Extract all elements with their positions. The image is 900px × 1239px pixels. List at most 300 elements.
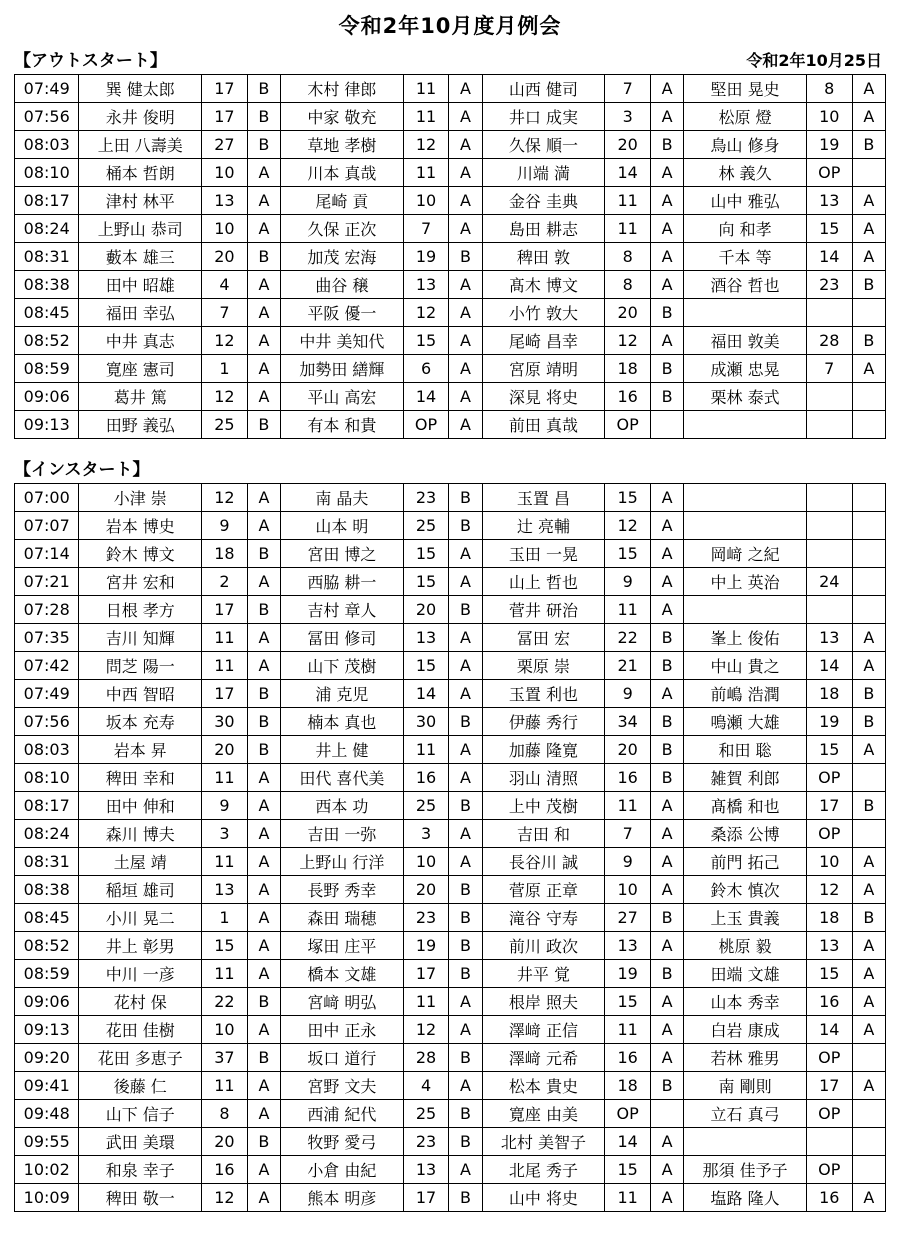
- player-name-cell: 井上 健: [281, 736, 404, 764]
- class-cell: A: [247, 271, 280, 299]
- handicap-cell: 20: [202, 243, 248, 271]
- class-cell: A: [651, 988, 684, 1016]
- class-cell: B: [852, 680, 885, 708]
- player-name-cell: 花村 保: [79, 988, 202, 1016]
- player-name-cell: 金谷 圭典: [482, 187, 605, 215]
- class-cell: A: [247, 932, 280, 960]
- class-cell: B: [449, 960, 482, 988]
- player-name-cell: 吉田 一弥: [281, 820, 404, 848]
- table-row: [15, 299, 886, 327]
- class-cell: A: [449, 988, 482, 1016]
- class-cell: A: [247, 215, 280, 243]
- player-name-cell: 花田 多恵子: [79, 1044, 202, 1072]
- handicap-cell: 8: [605, 243, 651, 271]
- class-cell: A: [651, 271, 684, 299]
- class-cell: A: [852, 932, 885, 960]
- player-name-cell: 井口 成実: [482, 103, 605, 131]
- table-row: [15, 932, 886, 960]
- player-name-cell: 根岸 照夫: [482, 988, 605, 1016]
- class-cell: A: [449, 355, 482, 383]
- player-name-cell: 松本 貴史: [482, 1072, 605, 1100]
- class-cell: A: [651, 187, 684, 215]
- player-name-cell: 久保 正次: [281, 215, 404, 243]
- table-row: [15, 1016, 886, 1044]
- player-name-cell: 菅井 研治: [482, 596, 605, 624]
- handicap-cell: 11: [202, 624, 248, 652]
- player-name-cell: 加勢田 繕輝: [281, 355, 404, 383]
- empty-cell: [852, 568, 885, 596]
- table-row: [15, 540, 886, 568]
- empty-cell: [806, 540, 852, 568]
- empty-cell: [806, 512, 852, 540]
- class-cell: A: [247, 159, 280, 187]
- handicap-cell: OP: [806, 159, 852, 187]
- player-name-cell: 堅田 晃史: [684, 75, 807, 103]
- class-cell: A: [651, 243, 684, 271]
- handicap-cell: 16: [202, 1156, 248, 1184]
- tee-time-cell: 08:03: [15, 131, 79, 159]
- player-name-cell: 中家 敬充: [281, 103, 404, 131]
- handicap-cell: 10: [202, 159, 248, 187]
- table-row: [15, 484, 886, 512]
- player-name-cell: 平阪 優一: [281, 299, 404, 327]
- handicap-cell: 12: [403, 299, 449, 327]
- handicap-cell: 14: [806, 243, 852, 271]
- handicap-cell: 10: [403, 187, 449, 215]
- tee-time-cell: 08:24: [15, 215, 79, 243]
- class-cell: A: [247, 848, 280, 876]
- handicap-cell: 19: [806, 131, 852, 159]
- class-cell: A: [449, 568, 482, 596]
- handicap-cell: 11: [202, 960, 248, 988]
- class-cell: A: [651, 75, 684, 103]
- handicap-cell: 12: [202, 383, 248, 411]
- handicap-cell: 11: [202, 764, 248, 792]
- out-start-table: [14, 74, 886, 439]
- handicap-cell: 16: [806, 1184, 852, 1212]
- class-cell: A: [449, 1156, 482, 1184]
- handicap-cell: OP: [806, 820, 852, 848]
- class-cell: A: [247, 1072, 280, 1100]
- player-name-cell: 曲谷 穣: [281, 271, 404, 299]
- class-cell: A: [651, 327, 684, 355]
- player-name-cell: 川端 満: [482, 159, 605, 187]
- tee-time-cell: 07:28: [15, 596, 79, 624]
- table-row: [15, 1044, 886, 1072]
- player-name-cell: 辻 亮輔: [482, 512, 605, 540]
- player-name-cell: 山中 雅弘: [684, 187, 807, 215]
- class-cell: A: [449, 820, 482, 848]
- handicap-cell: 23: [403, 1128, 449, 1156]
- class-cell: B: [651, 624, 684, 652]
- player-name-cell: 井平 覚: [482, 960, 605, 988]
- player-name-cell: 桶本 哲朗: [79, 159, 202, 187]
- handicap-cell: 8: [605, 271, 651, 299]
- player-name-cell: 前川 政次: [482, 932, 605, 960]
- empty-cell: [806, 596, 852, 624]
- player-name-cell: 田野 義弘: [79, 411, 202, 439]
- player-name-cell: 中西 智昭: [79, 680, 202, 708]
- class-cell: B: [449, 512, 482, 540]
- class-cell: A: [449, 764, 482, 792]
- handicap-cell: 12: [806, 876, 852, 904]
- handicap-cell: 7: [605, 75, 651, 103]
- player-name-cell: 寛座 由美: [482, 1100, 605, 1128]
- player-name-cell: 南 剛則: [684, 1072, 807, 1100]
- class-cell: B: [651, 736, 684, 764]
- player-name-cell: 羽山 清照: [482, 764, 605, 792]
- class-cell: A: [651, 1128, 684, 1156]
- player-name-cell: 滝谷 守寿: [482, 904, 605, 932]
- class-cell: A: [449, 411, 482, 439]
- empty-cell: [806, 1128, 852, 1156]
- section-gap: [14, 439, 886, 455]
- class-cell: A: [852, 355, 885, 383]
- class-cell: A: [651, 1044, 684, 1072]
- class-cell: B: [247, 243, 280, 271]
- tee-time-cell: 08:38: [15, 876, 79, 904]
- player-name-cell: 立石 真弓: [684, 1100, 807, 1128]
- handicap-cell: 14: [806, 652, 852, 680]
- class-cell: A: [247, 484, 280, 512]
- handicap-cell: 15: [605, 484, 651, 512]
- handicap-cell: OP: [403, 411, 449, 439]
- class-cell: B: [247, 411, 280, 439]
- player-name-cell: 北村 美智子: [482, 1128, 605, 1156]
- tee-time-cell: 08:45: [15, 904, 79, 932]
- handicap-cell: 13: [403, 271, 449, 299]
- class-cell: B: [651, 1072, 684, 1100]
- player-name-cell: 岩本 昇: [79, 736, 202, 764]
- player-name-cell: 鈴木 慎次: [684, 876, 807, 904]
- tee-time-cell: 07:14: [15, 540, 79, 568]
- player-name-cell: 小津 崇: [79, 484, 202, 512]
- empty-cell: [852, 1100, 885, 1128]
- player-name-cell: 森川 博夫: [79, 820, 202, 848]
- handicap-cell: 20: [202, 1128, 248, 1156]
- class-cell: B: [651, 960, 684, 988]
- player-name-cell: 中川 一彦: [79, 960, 202, 988]
- handicap-cell: 23: [403, 484, 449, 512]
- player-name-cell: 林 義久: [684, 159, 807, 187]
- class-cell: A: [449, 215, 482, 243]
- table-row: [15, 624, 886, 652]
- handicap-cell: 20: [403, 596, 449, 624]
- handicap-cell: 17: [403, 1184, 449, 1212]
- player-name-cell: 深見 将史: [482, 383, 605, 411]
- handicap-cell: 9: [202, 792, 248, 820]
- handicap-cell: 13: [403, 1156, 449, 1184]
- class-cell: A: [651, 568, 684, 596]
- tee-time-cell: 07:56: [15, 708, 79, 736]
- table-row: [15, 1184, 886, 1212]
- handicap-cell: 10: [806, 848, 852, 876]
- player-name-cell: 巽 健太郎: [79, 75, 202, 103]
- handicap-cell: 21: [605, 652, 651, 680]
- empty-cell: [852, 512, 885, 540]
- class-cell: A: [449, 652, 482, 680]
- class-cell: A: [852, 1016, 885, 1044]
- handicap-cell: OP: [605, 1100, 651, 1128]
- empty-cell: [852, 159, 885, 187]
- class-cell: A: [651, 820, 684, 848]
- handicap-cell: 16: [605, 764, 651, 792]
- class-cell: B: [852, 271, 885, 299]
- player-name-cell: 白岩 康成: [684, 1016, 807, 1044]
- handicap-cell: 28: [403, 1044, 449, 1072]
- handicap-cell: 19: [806, 708, 852, 736]
- class-cell: A: [449, 383, 482, 411]
- handicap-cell: 8: [202, 1100, 248, 1128]
- handicap-cell: 15: [806, 215, 852, 243]
- handicap-cell: 10: [806, 103, 852, 131]
- player-name-cell: 田端 文雄: [684, 960, 807, 988]
- handicap-cell: 17: [806, 792, 852, 820]
- handicap-cell: 17: [202, 103, 248, 131]
- class-cell: B: [852, 904, 885, 932]
- player-name-cell: 葛井 篤: [79, 383, 202, 411]
- class-cell: B: [247, 596, 280, 624]
- handicap-cell: 13: [202, 876, 248, 904]
- table-row: [15, 904, 886, 932]
- handicap-cell: 17: [806, 1072, 852, 1100]
- player-name-cell: 坂本 充寿: [79, 708, 202, 736]
- tee-time-cell: 07:00: [15, 484, 79, 512]
- class-cell: B: [449, 792, 482, 820]
- tee-time-cell: 09:13: [15, 411, 79, 439]
- player-name-cell: 宮原 靖明: [482, 355, 605, 383]
- class-cell: B: [247, 736, 280, 764]
- class-cell: B: [651, 355, 684, 383]
- player-name-cell: 熊本 明彦: [281, 1184, 404, 1212]
- class-cell: A: [247, 512, 280, 540]
- handicap-cell: 15: [403, 540, 449, 568]
- class-cell: B: [651, 131, 684, 159]
- class-cell: B: [651, 299, 684, 327]
- handicap-cell: 22: [605, 624, 651, 652]
- handicap-cell: 12: [605, 512, 651, 540]
- player-name-cell: 上田 八壽美: [79, 131, 202, 159]
- handicap-cell: 10: [403, 848, 449, 876]
- class-cell: A: [449, 848, 482, 876]
- table-row: [15, 988, 886, 1016]
- class-cell: A: [852, 215, 885, 243]
- class-cell: A: [651, 512, 684, 540]
- class-cell: B: [449, 876, 482, 904]
- player-name-cell: 浦 克児: [281, 680, 404, 708]
- class-cell: A: [247, 327, 280, 355]
- tee-time-cell: 08:38: [15, 271, 79, 299]
- class-cell: B: [247, 680, 280, 708]
- player-name-cell: 上中 茂樹: [482, 792, 605, 820]
- handicap-cell: 14: [605, 159, 651, 187]
- table-row: [15, 1100, 886, 1128]
- handicap-cell: 4: [403, 1072, 449, 1100]
- player-name-cell: 宮田 博之: [281, 540, 404, 568]
- class-cell: A: [852, 1184, 885, 1212]
- player-name-cell: 玉置 利也: [482, 680, 605, 708]
- player-name-cell: 塚田 庄平: [281, 932, 404, 960]
- class-cell: A: [247, 624, 280, 652]
- handicap-cell: 13: [806, 624, 852, 652]
- handicap-cell: 7: [806, 355, 852, 383]
- player-name-cell: 小竹 敦大: [482, 299, 605, 327]
- empty-cell: [806, 484, 852, 512]
- handicap-cell: 12: [202, 327, 248, 355]
- player-name-cell: 酒谷 哲也: [684, 271, 807, 299]
- class-cell: A: [247, 876, 280, 904]
- handicap-cell: 15: [605, 988, 651, 1016]
- player-name-cell: 和田 聡: [684, 736, 807, 764]
- empty-cell: [852, 383, 885, 411]
- class-cell: A: [247, 383, 280, 411]
- player-name-cell: 牧野 愛弓: [281, 1128, 404, 1156]
- handicap-cell: OP: [806, 1044, 852, 1072]
- class-cell: A: [449, 103, 482, 131]
- class-cell: A: [449, 736, 482, 764]
- out-start-label: 【アウトスタート】: [14, 51, 167, 71]
- player-name-cell: 稲垣 雄司: [79, 876, 202, 904]
- handicap-cell: 13: [806, 932, 852, 960]
- in-start-header: [14, 455, 886, 480]
- handicap-cell: 18: [605, 1072, 651, 1100]
- table-row: [15, 1156, 886, 1184]
- player-name-cell: 川本 真哉: [281, 159, 404, 187]
- class-cell: A: [247, 299, 280, 327]
- handicap-cell: 16: [605, 383, 651, 411]
- handicap-cell: 7: [403, 215, 449, 243]
- empty-cell: [684, 411, 807, 439]
- class-cell: A: [449, 1016, 482, 1044]
- handicap-cell: 24: [806, 568, 852, 596]
- class-cell: B: [852, 131, 885, 159]
- handicap-cell: 11: [605, 215, 651, 243]
- handicap-cell: 13: [605, 932, 651, 960]
- table-row: [15, 187, 886, 215]
- player-name-cell: 中井 美知代: [281, 327, 404, 355]
- handicap-cell: 25: [202, 411, 248, 439]
- tee-time-cell: 08:59: [15, 960, 79, 988]
- handicap-cell: OP: [605, 411, 651, 439]
- class-cell: B: [852, 708, 885, 736]
- class-cell: B: [449, 932, 482, 960]
- empty-cell: [651, 1100, 684, 1128]
- handicap-cell: 14: [806, 1016, 852, 1044]
- player-name-cell: 北尾 秀子: [482, 1156, 605, 1184]
- tee-time-cell: 09:41: [15, 1072, 79, 1100]
- handicap-cell: 2: [202, 568, 248, 596]
- handicap-cell: 15: [403, 327, 449, 355]
- handicap-cell: 11: [403, 159, 449, 187]
- handicap-cell: 10: [202, 1016, 248, 1044]
- player-name-cell: 澤﨑 正信: [482, 1016, 605, 1044]
- player-name-cell: 宮﨑 明弘: [281, 988, 404, 1016]
- handicap-cell: 4: [202, 271, 248, 299]
- player-name-cell: 楠本 真也: [281, 708, 404, 736]
- player-name-cell: 山上 哲也: [482, 568, 605, 596]
- class-cell: A: [852, 960, 885, 988]
- player-name-cell: 中井 真志: [79, 327, 202, 355]
- tee-time-cell: 07:49: [15, 680, 79, 708]
- handicap-cell: 10: [605, 876, 651, 904]
- player-name-cell: 有本 和貴: [281, 411, 404, 439]
- player-name-cell: 栗林 泰式: [684, 383, 807, 411]
- player-name-cell: 藪本 雄三: [79, 243, 202, 271]
- handicap-cell: 14: [403, 383, 449, 411]
- class-cell: A: [651, 680, 684, 708]
- class-cell: A: [852, 876, 885, 904]
- class-cell: A: [651, 1016, 684, 1044]
- player-name-cell: 尾崎 昌幸: [482, 327, 605, 355]
- class-cell: A: [651, 103, 684, 131]
- handicap-cell: 20: [403, 876, 449, 904]
- handicap-cell: 11: [605, 792, 651, 820]
- player-name-cell: 前嶋 浩潤: [684, 680, 807, 708]
- player-name-cell: 寛座 憲司: [79, 355, 202, 383]
- handicap-cell: 34: [605, 708, 651, 736]
- table-row: [15, 327, 886, 355]
- empty-cell: [852, 596, 885, 624]
- class-cell: A: [651, 159, 684, 187]
- handicap-cell: 23: [806, 271, 852, 299]
- handicap-cell: 15: [605, 1156, 651, 1184]
- class-cell: A: [852, 624, 885, 652]
- player-name-cell: 上野山 行洋: [281, 848, 404, 876]
- class-cell: B: [852, 792, 885, 820]
- player-name-cell: 永井 俊明: [79, 103, 202, 131]
- player-name-cell: 田代 喜代美: [281, 764, 404, 792]
- table-row: [15, 876, 886, 904]
- class-cell: A: [852, 75, 885, 103]
- handicap-cell: 16: [605, 1044, 651, 1072]
- tee-time-cell: 08:45: [15, 299, 79, 327]
- class-cell: B: [852, 327, 885, 355]
- player-name-cell: 山本 秀幸: [684, 988, 807, 1016]
- player-name-cell: 花田 佳樹: [79, 1016, 202, 1044]
- handicap-cell: 9: [605, 848, 651, 876]
- handicap-cell: 25: [403, 792, 449, 820]
- class-cell: A: [247, 1016, 280, 1044]
- class-cell: A: [247, 820, 280, 848]
- class-cell: B: [651, 708, 684, 736]
- player-name-cell: 長谷川 誠: [482, 848, 605, 876]
- player-name-cell: 福田 敦美: [684, 327, 807, 355]
- class-cell: B: [449, 243, 482, 271]
- handicap-cell: 12: [403, 131, 449, 159]
- class-cell: B: [449, 1100, 482, 1128]
- handicap-cell: 30: [202, 708, 248, 736]
- tee-time-cell: 08:52: [15, 932, 79, 960]
- table-row: [15, 652, 886, 680]
- player-name-cell: 岡﨑 之紀: [684, 540, 807, 568]
- handicap-cell: 7: [202, 299, 248, 327]
- class-cell: A: [449, 131, 482, 159]
- handicap-cell: OP: [806, 764, 852, 792]
- empty-cell: [852, 1044, 885, 1072]
- table-row: [15, 383, 886, 411]
- handicap-cell: 25: [403, 512, 449, 540]
- handicap-cell: OP: [806, 1100, 852, 1128]
- class-cell: B: [651, 652, 684, 680]
- empty-cell: [806, 383, 852, 411]
- handicap-cell: 15: [806, 960, 852, 988]
- player-name-cell: 森田 瑞穂: [281, 904, 404, 932]
- table-row: [15, 960, 886, 988]
- player-name-cell: 山西 健司: [482, 75, 605, 103]
- class-cell: A: [247, 355, 280, 383]
- handicap-cell: 19: [605, 960, 651, 988]
- player-name-cell: 日根 孝方: [79, 596, 202, 624]
